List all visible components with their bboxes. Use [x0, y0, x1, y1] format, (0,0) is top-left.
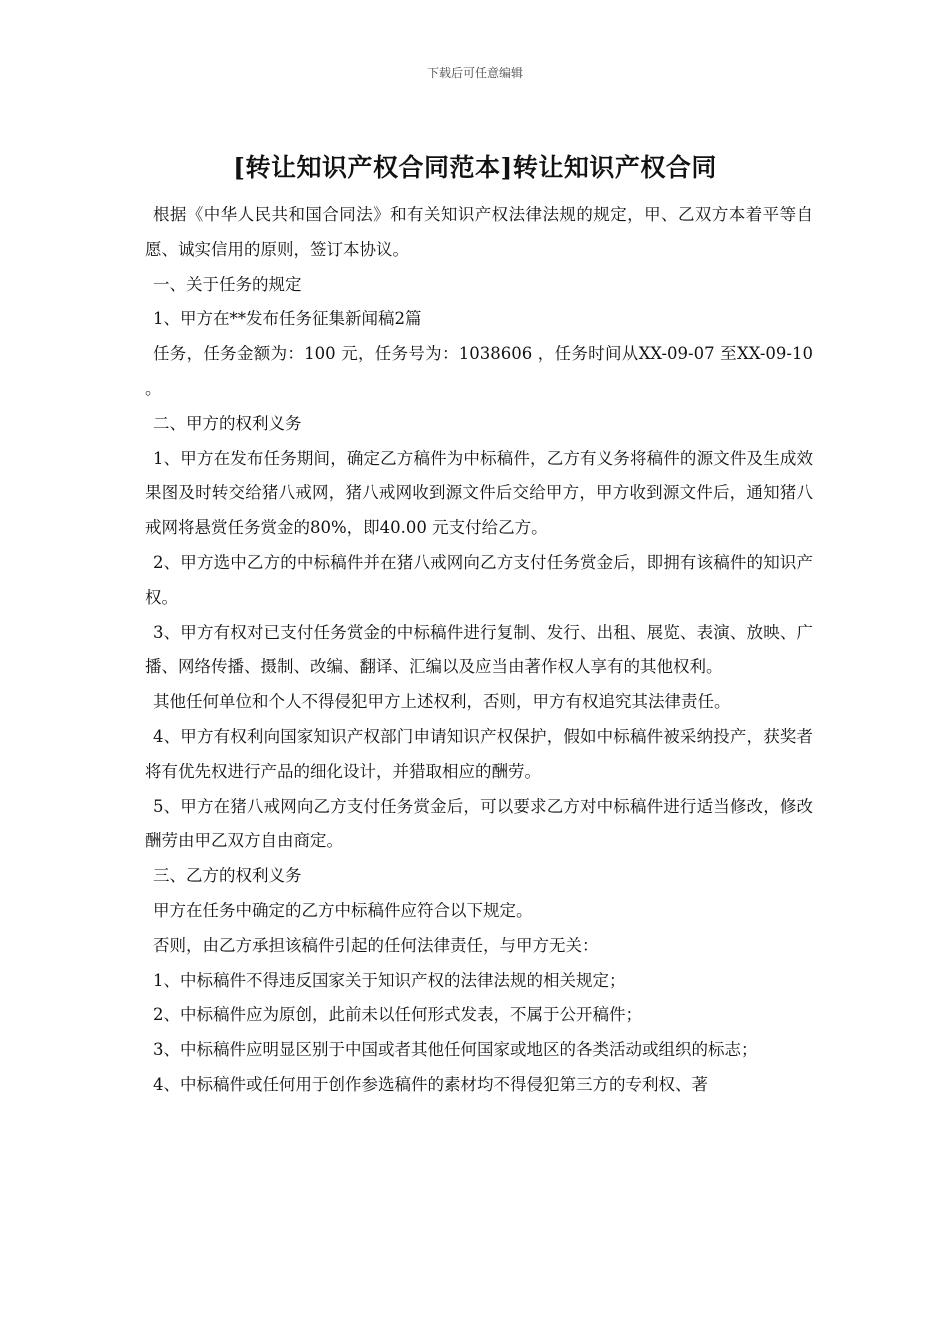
paragraph-3-1: 1、中标稿件不得违反国家关于知识产权的法律法规的相关规定； [153, 970, 626, 990]
paragraph-task-details: 任务，任务金额为：100 元，任务号为：1038606 ，任务时间从XX-09-07 至XX-09-10 。 [145, 344, 813, 398]
header-note: 下载后可任意编辑 [426, 66, 523, 80]
paragraph-2-3: 3、甲方有权对已支付任务赏金的中标稿件进行复制、发行、出租、展览、表演、放映、广播、网络传播、摄制、改编、翻译、汇编以及应当由著作权人享有的其他权利。 [145, 622, 813, 677]
paragraph-3-4: 4、中标稿件或任何用于创作参选稿件的素材均不得侵犯第三方的专利权、著 [153, 1074, 708, 1094]
section-heading-2: 二、甲方的权利义务 [153, 413, 302, 433]
paragraph-2-1: 1、甲方在发布任务期间，确定乙方稿件为中标稿件，乙方有义务将稿件的源文件及生成效果图及时转交给猪八戒网，猪八戒网收到源文件后交给甲方，甲方收到源文件后，通知猪八戒网将悬赏任务赏金的80%，即40.00 元支付给乙方。 [145, 448, 813, 538]
section-heading-3: 三、乙方的权利义务 [153, 866, 302, 886]
paragraph-3-2: 2、中标稿件应为原创，此前未以任何形式发表，不属于公开稿件； [153, 1005, 642, 1025]
paragraph-3-intro: 甲方在任务中确定的乙方中标稿件应符合以下规定。 [153, 900, 533, 920]
paragraph-2-2: 2、甲方选中乙方的中标稿件并在猪八戒网向乙方支付任务赏金后，即拥有该稿件的知识产权。 [145, 552, 813, 607]
section-heading-1: 一、关于任务的规定 [153, 274, 302, 294]
paragraph-2-5: 5、甲方在猪八戒网向乙方支付任务赏金后，可以要求乙方对中标稿件进行适当修改，修改酬劳由甲乙双方自由商定。 [145, 796, 813, 851]
paragraph-2-4: 4、甲方有权利向国家知识产权部门申请知识产权保护，假如中标稿件被采纳投产，获奖者将有优先权进行产品的细化设计，并猎取相应的酬劳。 [145, 726, 813, 781]
document-title: [转让知识产权合同范本]转让知识产权合同 [233, 153, 717, 182]
paragraph-1-1: 1、甲方在**发布任务征集新闻稿2篇 [153, 309, 422, 329]
paragraph-preamble: 根据《中华人民共和国合同法》和有关知识产权法律法规的规定，甲、乙双方本着平等自愿、诚实信用的原则，签订本协议。 [145, 205, 813, 259]
paragraph-3-liability: 否则，由乙方承担该稿件引起的任何法律责任，与甲方无关： [153, 935, 599, 955]
paragraph-2-3-note: 其他任何单位和个人不得侵犯甲方上述权利，否则，甲方有权追究其法律责任。 [153, 692, 731, 712]
document-body [145, 198, 813, 1103]
paragraph-3-3: 3、中标稿件应明显区别于中国或者其他任何国家或地区的各类活动或组织的标志； [153, 1040, 758, 1060]
